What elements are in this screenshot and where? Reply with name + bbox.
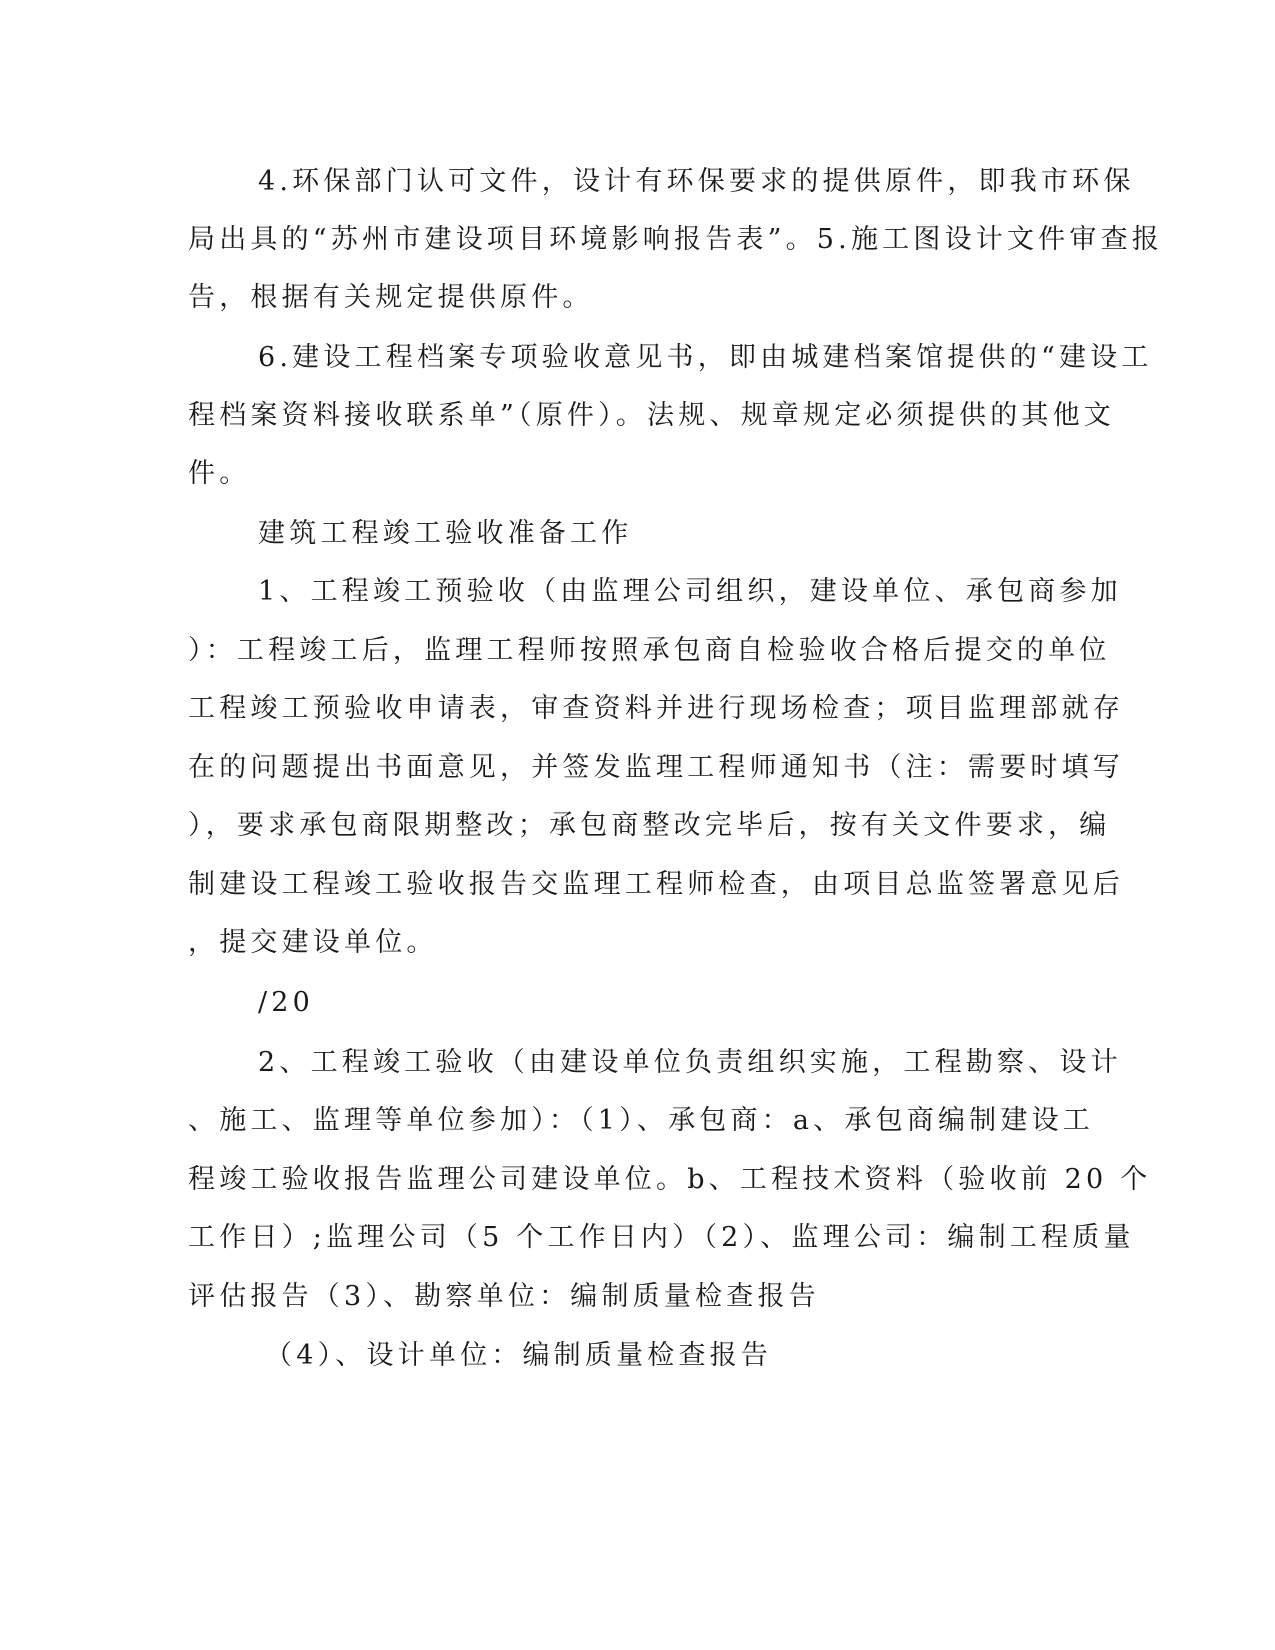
section-heading: 建筑工程竣工验收准备工作 — [258, 518, 633, 549]
paragraph-line: 4.环保部门认可文件，设计有环保要求的提供原件，即我市环保 — [258, 166, 1135, 197]
paragraph-line: 程竣工验收报告监理公司建设单位。b、工程技术资料（验收前 20 个 — [188, 1164, 1152, 1195]
paragraph-line: 6.建设工程档案专项验收意见书，即由城建档案馆提供的“建设工 — [258, 342, 1153, 373]
paragraph-line: 、施工、监理等单位参加）：（1）、承包商：a、承包商编制建设工 — [188, 1105, 1094, 1136]
paragraph-line: 评估报告（3）、勘察单位：编制质量检查报告 — [188, 1281, 820, 1312]
paragraph-line: 工程竣工预验收申请表，审查资料并进行现场检查；项目监理部就存 — [188, 693, 1124, 724]
paragraph-line: 告，根据有关规定提供原件。 — [188, 282, 594, 313]
paragraph-line: （4）、设计单位：编制质量检查报告 — [265, 1340, 773, 1371]
paragraph-line: 2、工程竣工验收（由建设单位负责组织实施，工程勘察、设计 — [258, 1047, 1122, 1078]
paragraph-line: ）：工程竣工后，监理工程师按照承包商自检验收合格后提交的单位 — [188, 635, 1111, 666]
paragraph-line: 件。 — [188, 458, 251, 489]
paragraph-line: ，提交建设单位。 — [188, 927, 438, 958]
paragraph-line: 在的问题提出书面意见，并签发监理工程师通知书（注：需要时填写 — [188, 752, 1124, 783]
paragraph-line: 局出具的“苏州市建设项目环境影响报告表”。5.施工图设计文件审查报 — [188, 224, 1163, 255]
paragraph-line: 制建设工程竣工验收报告交监理工程师检查，由项目总监签署意见后 — [188, 869, 1124, 900]
page-number: /20 — [258, 987, 315, 1018]
paragraph-line: ），要求承包商限期整改；承包商整改完毕后，按有关文件要求，编 — [188, 810, 1111, 841]
paragraph-line: 1、工程竣工预验收（由监理公司组织，建设单位、承包商参加 — [258, 576, 1122, 607]
paragraph-line: 程档案资料接收联系单”（原件）。法规、规章规定必须提供的其他文 — [188, 400, 1116, 431]
paragraph-line: 工作日）;监理公司（5 个工作日内）（2）、监理公司：编制工程质量 — [188, 1222, 1135, 1253]
